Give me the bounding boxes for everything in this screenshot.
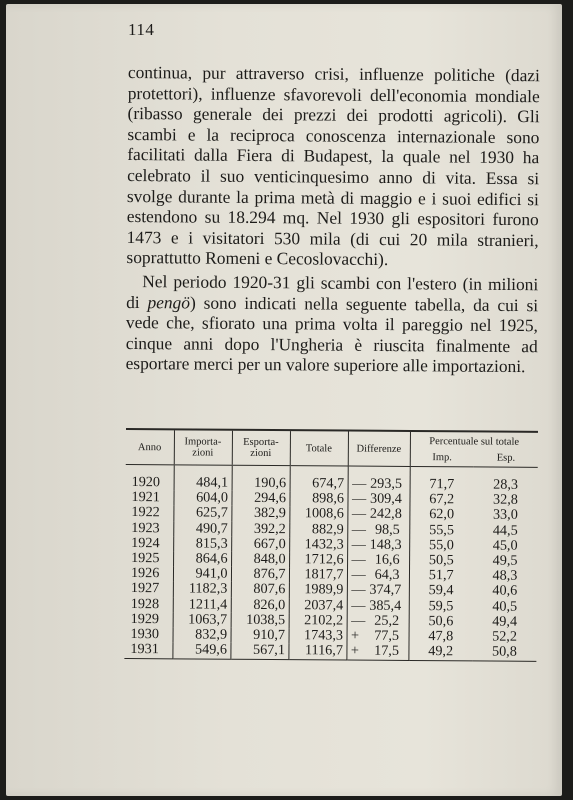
difference-cell — [347, 583, 409, 599]
year-cell: 1930 — [130, 626, 159, 643]
import-percent-cell: 47,8 — [408, 629, 472, 645]
paragraph-2-end: ) sono indicati nella seguente tabella, da cui si vede che, sfiorato una prima volta il pareggio nel 1925, cinque anni dopo l'Ungheria è riuscita finalmente ad esportare merci per un valore superiore alle importazioni. — [125, 292, 539, 377]
difference-value: 242,8 — [369, 506, 402, 523]
difference-cell — [347, 507, 409, 523]
header-totale: Totale — [290, 430, 348, 466]
difference-sign: + — [350, 642, 360, 659]
difference-sign: — — [352, 475, 367, 492]
import-cell: 484,1 — [174, 465, 232, 491]
year-cell: 1920 — [131, 474, 161, 491]
export-percent-cell: 52,2 — [492, 628, 518, 645]
export-cell: 567,1 — [230, 643, 288, 660]
total-cell: 1432,3 — [289, 537, 347, 553]
header-esportazioni: Esporta- zioni — [232, 430, 290, 466]
year-cell: 1929 — [130, 610, 160, 628]
currency-name: pengö — [147, 291, 191, 313]
difference-cell — [348, 466, 410, 492]
total-cell: 1008,6 — [289, 507, 347, 523]
difference-value: 309,4 — [369, 490, 402, 508]
export-percent-cell: 44,5 — [492, 522, 518, 539]
import-cell: 625,7 — [173, 506, 231, 522]
year-cell: 1923 — [131, 519, 160, 536]
export-cell: 876,7 — [231, 567, 289, 583]
import-cell: 832,9 — [173, 627, 231, 643]
header-importazioni: Importa- zioni — [174, 429, 232, 465]
difference-cell — [346, 644, 408, 661]
export-cell: 848,0 — [231, 552, 289, 568]
header-esp: Esp. — [496, 452, 516, 464]
export-percent-cell: 49,5 — [492, 552, 518, 569]
year-cell: 1928 — [130, 595, 160, 612]
table-row — [124, 642, 536, 662]
difference-sign: — — [351, 612, 366, 629]
import-cell: 1182,3 — [173, 582, 231, 598]
book-page — [6, 4, 562, 796]
import-percent-cell: 55,0 — [409, 538, 473, 554]
import-cell: 1211,4 — [173, 597, 231, 613]
import-percent-cell: 67,2 — [409, 492, 473, 508]
difference-value: 374,7 — [369, 582, 402, 599]
export-cell: 667,0 — [231, 537, 289, 553]
total-cell: 674,7 — [290, 466, 348, 492]
difference-sign: — — [351, 505, 367, 523]
difference-sign: — — [351, 597, 366, 614]
import-cell: 864,6 — [173, 551, 231, 567]
header-percentuale-label: Percentuale sul totale — [429, 436, 520, 448]
body-text — [126, 62, 540, 377]
export-cell: 294,6 — [231, 491, 289, 507]
import-cell: 815,3 — [173, 536, 231, 552]
import-percent-cell: 50,6 — [409, 614, 473, 630]
import-cell: 549,6 — [172, 643, 230, 660]
difference-sign: + — [351, 627, 360, 644]
paragraph-1: continua, pur attraverso crisi, influenze politiche (dazi protettori), influenze sfavorevoli dell'economia mondiale (ribasso generale dei prezzi dei prodotti agricoli). Gli scambi e la reciproca conoscenza internazionale sono facilitati dalla Fiera di Budapest, la quale nel 1930 ha celebrato il suo venticinquesimo anno di vita. Essa si svolge durante la prima metà di maggio e i suoi edifici si estendono su 18.294 mq. Nel 1930 gli espositori furono 1473 e i visitatori 530 mila (di cui 20 mila stranieri, soprattutto Romeni e Cecoslovacchi). — [126, 62, 540, 270]
table-row — [126, 464, 538, 493]
year-cell: 1922 — [131, 504, 160, 521]
difference-cell — [347, 598, 409, 614]
export-percent-cell: 32,8 — [493, 491, 518, 508]
export-cell: 190,6 — [232, 465, 290, 491]
export-percent-cell: 49,4 — [492, 613, 518, 630]
difference-value: 64,3 — [374, 566, 400, 584]
export-cell: 807,6 — [231, 582, 289, 598]
export-percent-cell: 50,8 — [472, 645, 536, 662]
total-cell: 898,6 — [289, 491, 347, 507]
import-percent-cell: 59,4 — [409, 583, 473, 599]
import-cell: 604,0 — [173, 491, 231, 507]
export-cell: 910,7 — [231, 628, 289, 644]
year-cell: 1924 — [131, 534, 160, 552]
import-cell: 1063,7 — [173, 612, 231, 628]
total-cell: 1989,9 — [289, 583, 347, 599]
year-cell: 1931 — [124, 642, 172, 659]
paragraph-2-start: Nel periodo 1920-31 gli scambi con l'estero (in milioni di — [126, 271, 539, 312]
total-cell: 2037,4 — [289, 598, 347, 614]
year-cell: 1927 — [130, 580, 160, 597]
difference-value: 385,4 — [369, 597, 402, 614]
difference-sign: — — [351, 536, 366, 553]
total-cell: 1817,7 — [289, 567, 347, 583]
difference-value: 98,5 — [374, 521, 400, 538]
export-cell: 392,2 — [231, 521, 289, 537]
export-percent-cell: 28,3 — [493, 476, 519, 493]
export-percent-cell: 40,6 — [492, 582, 518, 600]
total-cell: 1743,3 — [289, 628, 347, 644]
difference-cell — [347, 522, 409, 538]
export-percent-cell: 48,3 — [492, 567, 518, 584]
page-number: 114 — [128, 20, 155, 39]
export-cell: 1038,5 — [231, 613, 289, 629]
trade-table — [124, 428, 538, 662]
trade-table-wrapper — [124, 428, 538, 662]
import-percent-cell: 49,2 — [408, 644, 472, 661]
export-cell: 382,9 — [231, 506, 289, 522]
year-cell: 1921 — [131, 489, 160, 506]
difference-value: 16,6 — [374, 551, 400, 568]
import-percent-cell: 50,5 — [409, 553, 473, 569]
header-percentuale — [410, 431, 538, 467]
import-percent-cell: 55,5 — [409, 523, 473, 539]
table-header-row — [126, 429, 538, 467]
export-cell: 826,0 — [231, 597, 289, 613]
import-percent-cell: 59,5 — [409, 599, 473, 615]
import-percent-cell: 51,7 — [409, 568, 473, 584]
difference-value: 77,5 — [374, 627, 400, 644]
difference-value: 148,3 — [369, 536, 402, 553]
paragraph-2 — [126, 271, 539, 377]
header-imp: Imp. — [432, 452, 452, 464]
import-cell: 941,0 — [173, 567, 231, 583]
difference-sign: — — [351, 581, 366, 599]
header-anno: Anno — [126, 429, 174, 465]
year-cell: 1925 — [131, 550, 160, 567]
difference-value: 17,5 — [374, 642, 400, 660]
difference-sign: — — [351, 566, 366, 583]
import-percent-cell: 71,7 — [410, 466, 474, 492]
import-percent-cell: 62,0 — [409, 507, 473, 523]
total-cell: 2102,2 — [289, 613, 347, 629]
export-percent-cell: 40,5 — [492, 598, 518, 615]
total-cell: 1116,7 — [288, 643, 346, 660]
export-percent-cell: 45,0 — [492, 537, 518, 554]
difference-sign: — — [351, 521, 367, 538]
import-cell: 490,7 — [173, 521, 231, 537]
total-cell: 1712,6 — [289, 552, 347, 568]
difference-value: 293,5 — [370, 475, 403, 492]
total-cell: 882,9 — [289, 522, 347, 538]
difference-sign: — — [351, 551, 366, 568]
year-cell: 1926 — [130, 565, 160, 582]
difference-sign: — — [351, 490, 367, 507]
export-percent-cell: 33,0 — [492, 506, 518, 524]
difference-value: 25,2 — [374, 612, 400, 629]
header-differenze: Differenze — [348, 431, 410, 467]
